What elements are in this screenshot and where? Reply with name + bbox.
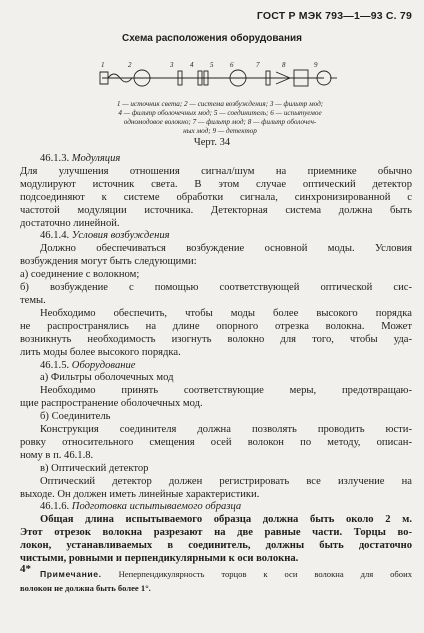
note-label: Примечание. [40, 569, 102, 579]
figure-number-8: 8 [282, 61, 286, 69]
paragraph-line: возбуждения могут быть следующими: [20, 256, 197, 268]
equipment-diagram [98, 58, 338, 98]
page-number: 4* [20, 563, 31, 575]
figure-number-7: 7 [256, 61, 260, 69]
figure-number-3: 3 [170, 61, 174, 69]
figure-legend [40, 100, 400, 136]
figure-number-5: 5 [210, 61, 214, 69]
figure-number-1: 1 [101, 61, 105, 69]
paragraph-line: выходе. Он должен иметь линейные характеристики. [20, 488, 260, 500]
paragraph-line: подсоединяют к системе обработки сигнала, синхронизированной с [20, 191, 412, 203]
legend-line: одномодовое волокно; 7 — фильтр мод; 8 — фильтр оболочеч- [123, 118, 317, 126]
paragraph-line: Должно обеспечиваться возбуждение основной моды. Условия [40, 243, 412, 255]
section-heading: 46.1.6. Подготовка испытываемого образца [40, 501, 242, 513]
paragraph-line: Для улучшения отношения сигнал/шум на приемнике обычно [20, 165, 412, 177]
paragraph-line: темы. [20, 294, 46, 306]
paragraph-line: модулируют источник света. В этом случае оптический детектор [20, 178, 412, 190]
paragraph-line: щие распространение оболочечных мод. [20, 398, 203, 410]
paragraph-line: а) соединение с волокном; [20, 269, 140, 281]
paragraph-line: Необходимо обеспечить, чтобы моды более высокого порядка [40, 307, 412, 319]
paragraph-line: Конструкция соединителя должна позволять проводить юсти- [40, 424, 412, 436]
paragraph-line: Оптический детектор должен регистрировать все излучение на [40, 475, 412, 487]
paragraph-line: а) Фильтры оболочечных мод [40, 372, 174, 384]
paragraph-line: Этот отрезок волокна разрезают на две равные части. Торцы во- [20, 527, 412, 539]
note-line: волокон не должна быть более 1°. [20, 583, 151, 593]
paragraph-line: локон, устанавливаемых в соединитель, должны быть достаточно [20, 540, 412, 552]
figure-title: Схема расположения оборудования [122, 33, 302, 44]
figure-number-6: 6 [230, 61, 234, 69]
figure-caption: Черт. 34 [193, 137, 231, 148]
paragraph-line: чистыми, ровными и перпендикулярными к оси волокна. [20, 553, 299, 565]
note-line: Примечание. Неперпендикулярность торцов к оси волокна для обоих [40, 569, 412, 579]
paragraph-line: ному в п. 46.1.8. [20, 449, 94, 461]
paragraph-line: Общая длина испытываемого образца должна быть около 2 м. [40, 514, 412, 526]
section-heading: 46.1.3. Модуляция [40, 153, 121, 164]
paragraph-line: частотой модуляции источника. Детекторная система должна быть [20, 204, 412, 216]
legend-line: ных мод; 9 — детектор [183, 127, 257, 135]
legend-line: 4 — фильтр оболочечных мод; 5 — соединитель; 6 — испытуемое [118, 109, 322, 117]
page-header: ГОСТ Р МЭК 793—1—93 С. 79 [256, 10, 412, 22]
section-heading: 46.1.4. Условия возбуждения [40, 230, 170, 242]
paragraph-line: лить моды более высокого порядка. [20, 346, 181, 358]
paragraph-line: достаточно линейной. [20, 217, 120, 229]
figure-number-2: 2 [128, 61, 132, 69]
paragraph-line: ровку относительного смещения осей волокон по методу, описан- [20, 436, 412, 448]
figure-number-9: 9 [314, 61, 318, 69]
paragraph-line: Необходимо принять соответствующие меры, предотвращаю- [40, 385, 412, 397]
body-text [20, 153, 412, 594]
paragraph-line: возникнуть необходимость изогнуть волокно для того, чтобы уда- [20, 333, 412, 345]
paragraph-line: в) Оптический детектор [40, 462, 149, 474]
paragraph-line: б) возбуждение с помощью соответствующей оптической сис- [20, 282, 412, 294]
legend-line: 1 — источник света; 2 — система возбуждения; 3 — фильтр мод; [116, 100, 324, 108]
paragraph-line: б) Соединитель [40, 411, 111, 423]
section-heading: 46.1.5. Оборудование [40, 359, 136, 371]
figure-number-4: 4 [190, 61, 194, 69]
paragraph-line: не распространялись на длине опорного отрезка волокна. Может [20, 320, 412, 332]
